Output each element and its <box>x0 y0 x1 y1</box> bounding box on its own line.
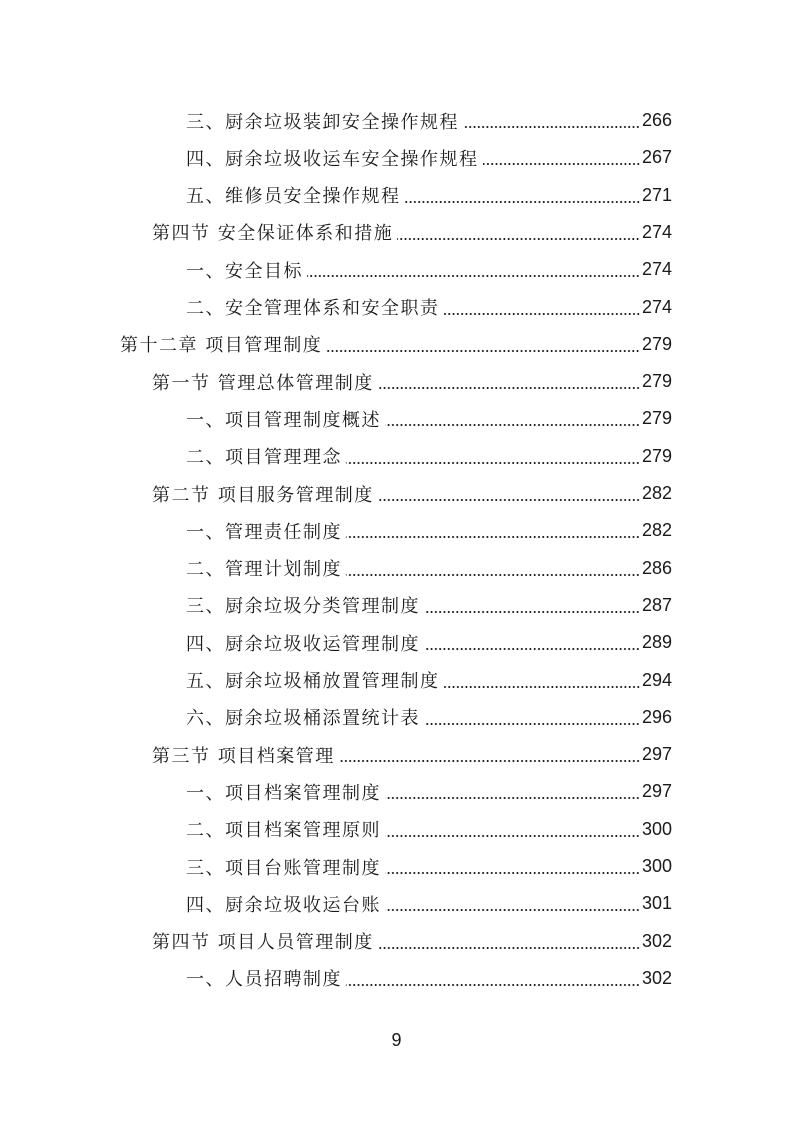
toc-entry-page: 302 <box>641 967 672 988</box>
toc-entry-page: 286 <box>641 557 672 578</box>
dot-leader <box>326 350 640 352</box>
dot-leader <box>307 275 640 277</box>
toc-entry-title: 二、管理计划制度 <box>186 559 342 581</box>
toc-entry[interactable] <box>0 102 672 139</box>
dot-leader <box>444 313 640 315</box>
toc-entry-page: 274 <box>641 296 672 317</box>
toc-entry-title: 一、人员招聘制度 <box>186 969 342 991</box>
toc-entry[interactable] <box>0 885 672 922</box>
toc-entry[interactable] <box>0 624 672 661</box>
dot-leader <box>385 909 640 911</box>
toc-entry[interactable] <box>0 736 672 773</box>
dot-leader <box>463 126 640 128</box>
toc-entry[interactable] <box>0 773 672 810</box>
toc-entry-title: 五、厨余垃圾桶放置管理制度 <box>186 671 440 692</box>
toc-entry[interactable] <box>0 289 672 326</box>
dot-leader <box>424 611 640 613</box>
toc-entry[interactable] <box>0 662 672 699</box>
dot-leader <box>378 947 640 949</box>
dot-leader <box>378 387 640 389</box>
toc-entry-page: 279 <box>641 371 672 392</box>
toc-entry[interactable] <box>0 251 672 288</box>
toc-entry[interactable] <box>0 139 672 176</box>
toc-entry-page: 271 <box>641 184 672 205</box>
toc-entry[interactable] <box>0 512 672 549</box>
dot-leader <box>444 686 640 688</box>
dot-leader <box>405 201 640 203</box>
toc-entry-page: 300 <box>641 856 672 876</box>
toc-entry[interactable] <box>0 960 672 997</box>
toc-entry-title: 五、维修员安全操作规程 <box>186 186 401 208</box>
dot-leader <box>385 424 640 426</box>
toc-entry[interactable] <box>0 177 672 214</box>
toc-entry-title: 二、安全管理体系和安全职责 <box>186 298 440 319</box>
page-number: 9 <box>391 1030 402 1050</box>
toc-entry[interactable] <box>0 400 672 437</box>
toc-entry-title: 第四节 项目人员管理制度 <box>152 932 374 954</box>
toc-entry-page: 300 <box>641 818 672 839</box>
dot-leader <box>346 462 640 464</box>
toc-entry-title: 三、厨余垃圾装卸安全操作规程 <box>186 111 459 133</box>
toc-entry-page: 279 <box>641 445 672 466</box>
toc-entry-title: 第三节 项目档案管理 <box>152 745 335 767</box>
toc-entry-page: 282 <box>641 520 672 541</box>
toc-entry-title: 第十二章 项目管理制度 <box>120 335 323 357</box>
toc-entry-page: 279 <box>641 408 672 429</box>
dot-leader <box>424 648 640 650</box>
toc-entry-page: 274 <box>641 221 672 242</box>
toc-entry-title: 三、项目台账管理制度 <box>186 857 381 879</box>
dot-leader <box>346 984 640 986</box>
toc-entry-page: 297 <box>641 744 672 765</box>
toc-entry-page: 294 <box>641 669 672 690</box>
dot-leader <box>378 499 640 501</box>
toc-entry-title: 一、安全目标 <box>186 260 303 282</box>
toc-entry-title: 三、厨余垃圾分类管理制度 <box>186 596 420 618</box>
dot-leader <box>397 238 640 240</box>
toc-entry-title: 四、厨余垃圾收运车安全操作规程 <box>186 148 479 170</box>
toc-entry[interactable] <box>0 587 672 624</box>
toc-entry-page: 296 <box>641 706 672 727</box>
toc-entry[interactable] <box>0 326 672 363</box>
dot-leader <box>385 797 640 799</box>
toc-entry[interactable] <box>0 363 672 400</box>
toc-entry[interactable] <box>0 923 672 960</box>
toc-entry-page: 274 <box>641 259 672 280</box>
toc-entry-page: 297 <box>641 781 672 802</box>
toc-entry[interactable] <box>0 811 672 848</box>
dot-leader <box>385 835 640 837</box>
toc-entry-title: 一、项目档案管理制度 <box>186 782 381 804</box>
toc-entry-title: 第二节 项目服务管理制度 <box>152 484 374 506</box>
dot-leader <box>424 723 640 725</box>
toc-entry-page: 267 <box>641 147 672 168</box>
toc-entry[interactable] <box>0 438 672 475</box>
toc-entry-title: 一、管理责任制度 <box>186 521 342 543</box>
toc-entry-page: 287 <box>641 594 672 615</box>
toc-entry-page: 301 <box>641 893 672 914</box>
toc-entry-title: 四、厨余垃圾收运管理制度 <box>186 633 420 655</box>
toc-entry-title: 第一节 管理总体管理制度 <box>152 372 374 394</box>
toc-entry-title: 六、厨余垃圾桶添置统计表 <box>186 708 420 730</box>
toc-entry-page: 266 <box>641 110 672 130</box>
toc-entry[interactable] <box>0 848 672 885</box>
toc-entry-page: 289 <box>641 632 672 653</box>
toc-entry-page: 279 <box>641 333 672 354</box>
toc-entry-page: 302 <box>641 930 672 951</box>
dot-leader <box>346 536 640 538</box>
dot-leader <box>339 760 640 762</box>
toc-entry[interactable] <box>0 699 672 736</box>
toc-entry-title: 第四节 安全保证体系和措施 <box>152 223 394 245</box>
toc-entry-title: 四、厨余垃圾收运台账 <box>186 894 381 916</box>
toc-entry-title: 二、项目档案管理原则 <box>186 820 381 842</box>
toc-entry[interactable] <box>0 550 672 587</box>
dot-leader <box>385 872 640 874</box>
dot-leader <box>346 574 640 576</box>
toc-entry[interactable] <box>0 214 672 251</box>
toc-entry-title: 一、项目管理制度概述 <box>186 409 381 431</box>
toc-entry[interactable] <box>0 475 672 512</box>
dot-leader <box>483 163 640 165</box>
toc-entry-page: 282 <box>641 483 672 503</box>
toc-entry-title: 二、项目管理理念 <box>186 447 342 469</box>
